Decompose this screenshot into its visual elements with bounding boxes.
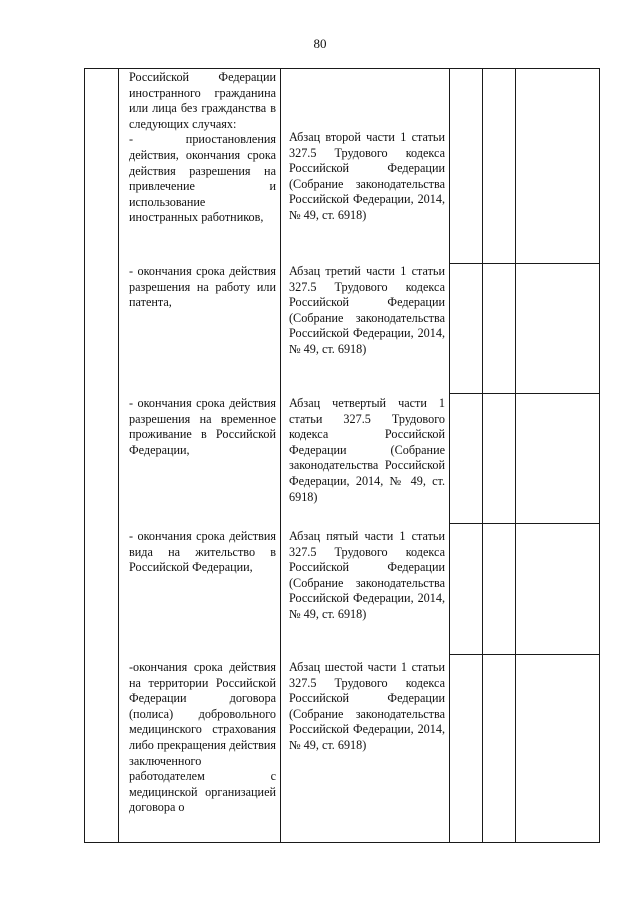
condition-text: - приостановления действия, окончания срока действия разрешения на привлечение и использование иностранных работников,	[129, 132, 276, 225]
condition-cell	[129, 396, 276, 458]
table-border-top	[84, 68, 600, 69]
condition-text: -окончания срока действия на территории Российской Федерации договора (полиса) добровольного медицинского страхования либо прекращения действия заключенного работодателем с медицинской организацией договора о	[129, 660, 276, 815]
column-divider	[280, 68, 281, 843]
page-number: 80	[313, 36, 327, 51]
row-divider	[449, 263, 600, 264]
row-divider	[449, 393, 600, 394]
table-border-left	[84, 68, 85, 843]
condition-cell	[129, 70, 276, 226]
row-divider	[449, 523, 600, 524]
condition-text: - окончания срока действия разрешения на работу или патента,	[129, 264, 276, 310]
reference-cell: Абзац четвертый части 1 статьи 327.5 Трудового кодекса Российской Федерации (Собрание законодательства Российской Федерации, 2014, № 49, ст. 6918)	[289, 396, 445, 504]
reference-cell: Абзац шестой части 1 статьи 327.5 Трудового кодекса Российской Федерации (Собрание законодательства Российской Федерации, 2014, № 49, ст. 6918)	[289, 660, 445, 752]
condition-cell	[129, 529, 276, 576]
reference-cell: Абзац третий части 1 статьи 327.5 Трудового кодекса Российской Федерации (Собрание законодательства Российской Федерации, 2014, № 49, ст. 6918)	[289, 264, 445, 356]
table-border-right	[599, 68, 600, 843]
column-divider	[482, 68, 483, 843]
column-divider	[449, 68, 450, 843]
column-divider	[515, 68, 516, 843]
table-border-bottom	[84, 842, 600, 843]
column-divider	[118, 68, 119, 843]
condition-cell	[129, 660, 276, 816]
condition-text: Российской Федерации иностранного гражданина или лица без гражданства в следующих случаях:	[129, 70, 276, 131]
condition-text: - окончания срока действия разрешения на временное проживание в Российской Федерации,	[129, 396, 276, 457]
condition-cell	[129, 264, 276, 311]
reference-cell: Абзац второй части 1 статьи 327.5 Трудового кодекса Российской Федерации (Собрание законодательства Российской Федерации, 2014, № 49, ст. 6918)	[289, 130, 445, 222]
condition-text: - окончания срока действия вида на жительство в Российской Федерации,	[129, 529, 276, 575]
row-divider	[449, 654, 600, 655]
reference-cell: Абзац пятый части 1 статьи 327.5 Трудового кодекса Российской Федерации (Собрание законодательства Российской Федерации, 2014, № 49, ст. 6918)	[289, 529, 445, 621]
